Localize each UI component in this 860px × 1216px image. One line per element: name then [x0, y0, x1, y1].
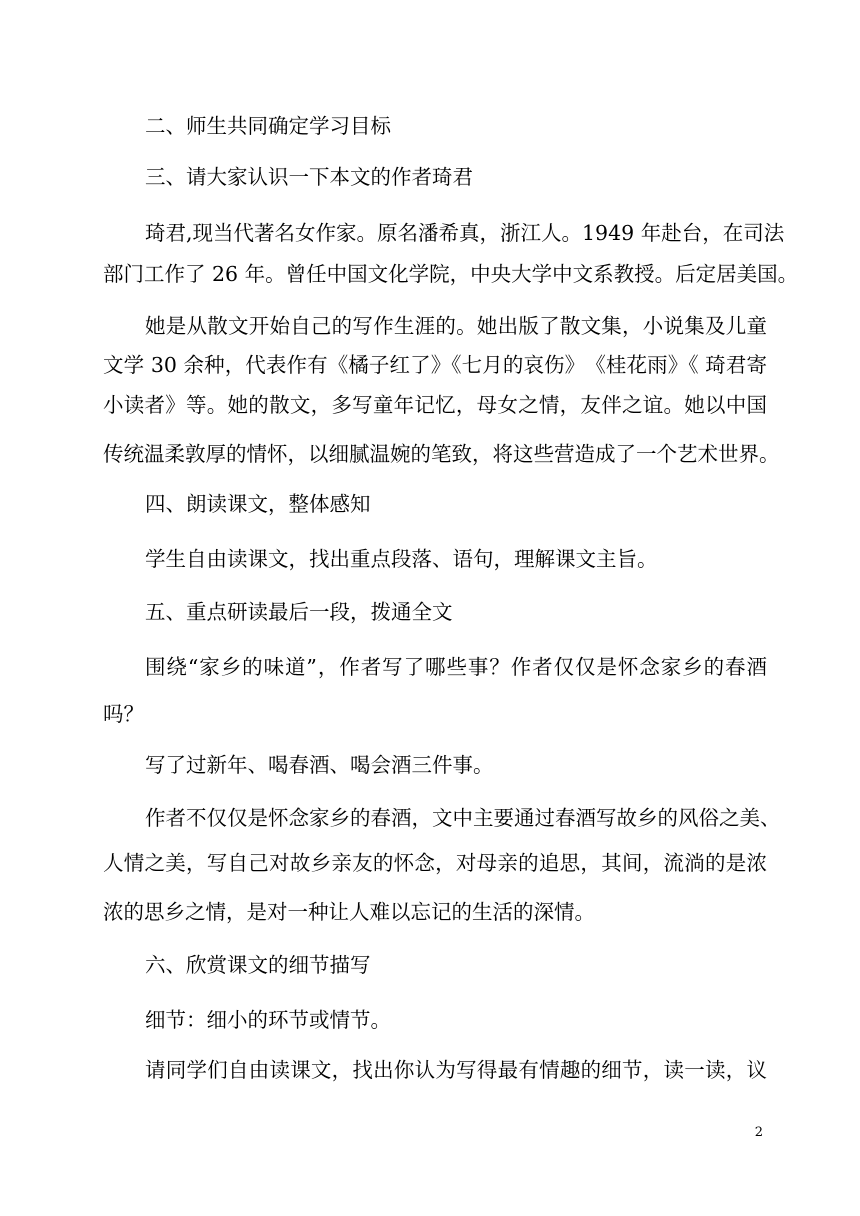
heading-learning-goals: 二、师生共同确定学习目标: [145, 114, 391, 138]
heading-focus-last-paragraph: 五、重点研读最后一段，拨通全文: [145, 600, 453, 624]
heading-author-intro: 三、请大家认识一下本文的作者琦君: [145, 165, 473, 189]
heading-detail-description: 六、欣赏课文的细节描写: [145, 953, 371, 977]
paragraph-question-line-1: 围绕“家乡的味道”，作者写了哪些事？作者仅仅是怀念家乡的春酒: [145, 655, 767, 679]
paragraph-analysis-line-3: 浓的思乡之情，是对一种让人难以忘记的生活的深情。: [103, 900, 595, 924]
paragraph-analysis-line-1: 作者不仅仅是怀念家乡的春酒，文中主要通过春酒写故乡的风俗之美、: [145, 806, 781, 830]
paragraph-author-works-line-4: 传统温柔敦厚的情怀，以细腻温婉的笔致，将这些营造成了一个艺术世界。: [103, 442, 780, 466]
paragraph-author-works-line-2: 文学 30 余种，代表作有《橘子红了》《七月的哀伤》 《桂花雨》《 琦君寄: [103, 353, 767, 377]
paragraph-question-line-2: 吗？: [103, 702, 144, 726]
paragraph-answer-three-events: 写了过新年、喝春酒、喝会酒三件事。: [145, 753, 494, 777]
paragraph-reading-task: 请同学们自由读课文，找出你认为写得最有情趣的细节，读一读，议: [145, 1058, 767, 1082]
paragraph-author-works-line-1: 她是从散文开始自己的写作生涯的。她出版了散文集，小说集及儿童: [145, 314, 767, 338]
paragraph-author-bio-line-2: 部门工作了 26 年。曾任中国文化学院，中央大学中文系教授。后定居美国。: [103, 262, 799, 286]
paragraph-author-works-line-3: 小读者》等。她的散文，多写童年记忆，母女之情，友伴之谊。她以中国: [103, 393, 767, 417]
heading-reading-aloud: 四、朗读课文，整体感知: [145, 492, 371, 516]
paragraph-author-bio-line-1: 琦君,现当代著名女作家。原名潘希真，浙江人。1949 年赴台，在司法: [145, 221, 785, 245]
page-number: 2: [754, 1125, 763, 1140]
paragraph-detail-definition: 细节：细小的环节或情节。: [145, 1008, 391, 1032]
paragraph-free-reading: 学生自由读课文，找出重点段落、语句，理解课文主旨。: [145, 547, 658, 571]
paragraph-analysis-line-2: 人情之美，写自己对故乡亲友的怀念，对母亲的追思，其间，流淌的是浓: [103, 851, 767, 875]
